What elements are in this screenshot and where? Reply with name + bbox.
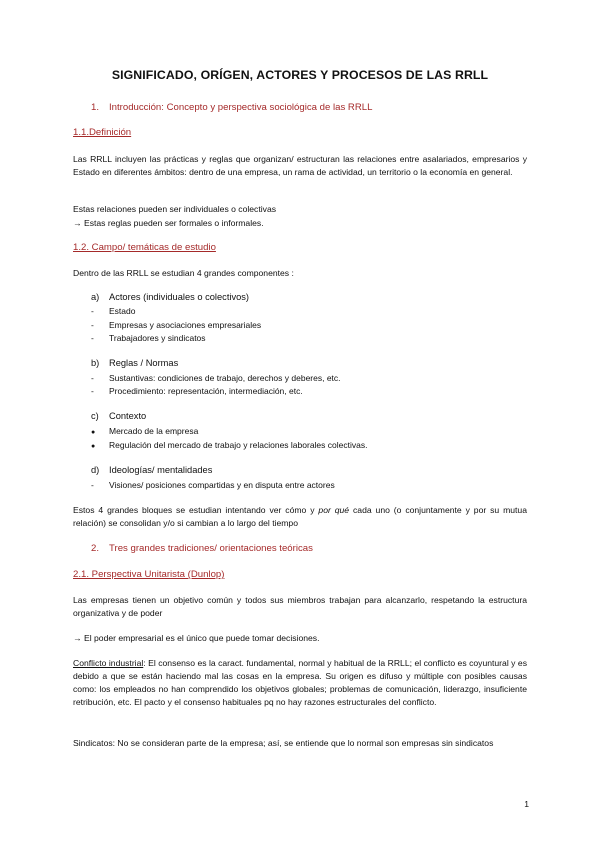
list-marker: d) (91, 465, 100, 475)
sub-item (91, 320, 261, 330)
closing-text: cada uno (o conjuntamente y por su mutua relación) se consolidan y/o si cambian a lo largo del tiempo (73, 505, 527, 528)
closing-emphasis: por qué (318, 505, 350, 515)
conflict-paragraph (73, 657, 527, 709)
components-intro: Dentro de las RRLL se estudian 4 grandes componentes : (73, 268, 294, 278)
dash-marker: - (91, 306, 94, 316)
list-marker: a) (91, 292, 100, 302)
list-item-actores (91, 292, 249, 302)
closing-text: Estos 4 grandes bloques se estudian intentando ver cómo y (73, 505, 319, 515)
components-closing-paragraph (73, 504, 527, 530)
subsection-2-1-heading: 2.1. Perspectiva Unitarista (Dunlop) (73, 569, 225, 580)
sub-item (91, 373, 341, 383)
sub-item (91, 333, 206, 343)
list-item-label: Actores (individuales o colectivos) (109, 292, 250, 302)
page-number: 1 (524, 799, 529, 809)
sub-item-text: Estado (109, 306, 136, 316)
definition-paragraph: Las RRLL incluyen las prácticas y reglas que organizan/ estructuran las relaciones entre asalariados, empresarios y Estado en diferentes ámbitos: dentro de una empresa, un rama de actividad, un territorio o la economía en general. (73, 154, 527, 177)
section-2-number: 2. (91, 543, 100, 554)
sub-item-text: Visiones/ posiciones compartidas y en disputa entre actores (109, 480, 335, 490)
bullet-icon: ● (91, 443, 96, 450)
list-item-ideologias (91, 465, 212, 475)
list-item-label: Reglas / Normas (109, 358, 179, 368)
subsection-1-2-heading: 1.2. Campo/ temáticas de estudio (73, 242, 216, 253)
sub-item (91, 386, 303, 396)
section-2-title: Tres grandes tradiciones/ orientaciones teóricas (109, 543, 313, 554)
dash-marker: - (91, 333, 94, 343)
list-item-reglas (91, 358, 178, 368)
rules-paragraph: → Estas reglas pueden ser formales o informales. (73, 218, 264, 228)
sub-item-text: Empresas y asociaciones empresariales (109, 320, 262, 330)
list-item-label: Contexto (109, 411, 147, 421)
sub-item (91, 306, 135, 316)
power-paragraph: → El poder empresarial es el único que puede tomar decisiones. (73, 633, 320, 643)
dash-marker: - (91, 320, 94, 330)
sub-item-text: Regulación del mercado de trabajo y relaciones laborales colectivas. (109, 440, 368, 450)
list-marker: c) (91, 411, 99, 421)
bullet-icon: ● (91, 429, 96, 436)
list-item-label: Ideologías/ mentalidades (109, 465, 213, 475)
dash-marker: - (91, 480, 94, 490)
sub-item (91, 440, 367, 450)
section-1-number: 1. (91, 102, 100, 113)
section-2-heading (91, 543, 313, 554)
sub-item-text: Mercado de la empresa (109, 426, 199, 436)
dash-marker: - (91, 373, 94, 383)
sub-item (91, 426, 198, 436)
section-1-heading (91, 102, 372, 113)
section-1-title: Introducción: Concepto y perspectiva sociológica de las RRLL (109, 102, 373, 113)
sub-item (91, 480, 335, 490)
document-title: SIGNIFICADO, ORÍGEN, ACTORES Y PROCESOS DE LAS RRLL (111, 68, 489, 82)
list-item-contexto (91, 411, 146, 421)
list-marker: b) (91, 358, 100, 368)
unitarist-paragraph: Las empresas tienen un objetivo común y todos sus miembros trabajan para alcanzarlo, respetando la estructura organizativa y de poder (73, 595, 527, 618)
conflict-label: Conflicto industrial (73, 658, 144, 668)
relations-paragraph: Estas relaciones pueden ser individuales o colectivas (73, 204, 277, 214)
sub-item-text: Sustantivas: condiciones de trabajo, derechos y deberes, etc. (109, 373, 341, 383)
subsection-1-1-heading: 1.1.Definición (73, 127, 132, 138)
sub-item-text: Procedimiento: representación, intermediación, etc. (109, 386, 303, 396)
unions-paragraph: Sindicatos: No se consideran parte de la empresa; así, se entiende que lo normal son empresas sin sindicatos (73, 738, 494, 748)
sub-item-text: Trabajadores y sindicatos (109, 333, 206, 343)
dash-marker: - (91, 386, 94, 396)
conflict-text: : El consenso es la caract. fundamental, normal y habitual de la RRLL; el conflicto es coyuntural y es debido a que se están haciendo mal las cosas en la empresa. Su origen es difuso y múltiple con posibles causas como: los empleados no han comprendido los objetivos globales; problemas de comunicación, liderazgo, insuficiente retribución, etc. El pacto y el consenso habituales pq no hay razones estructurales del conflicto. (73, 658, 527, 707)
